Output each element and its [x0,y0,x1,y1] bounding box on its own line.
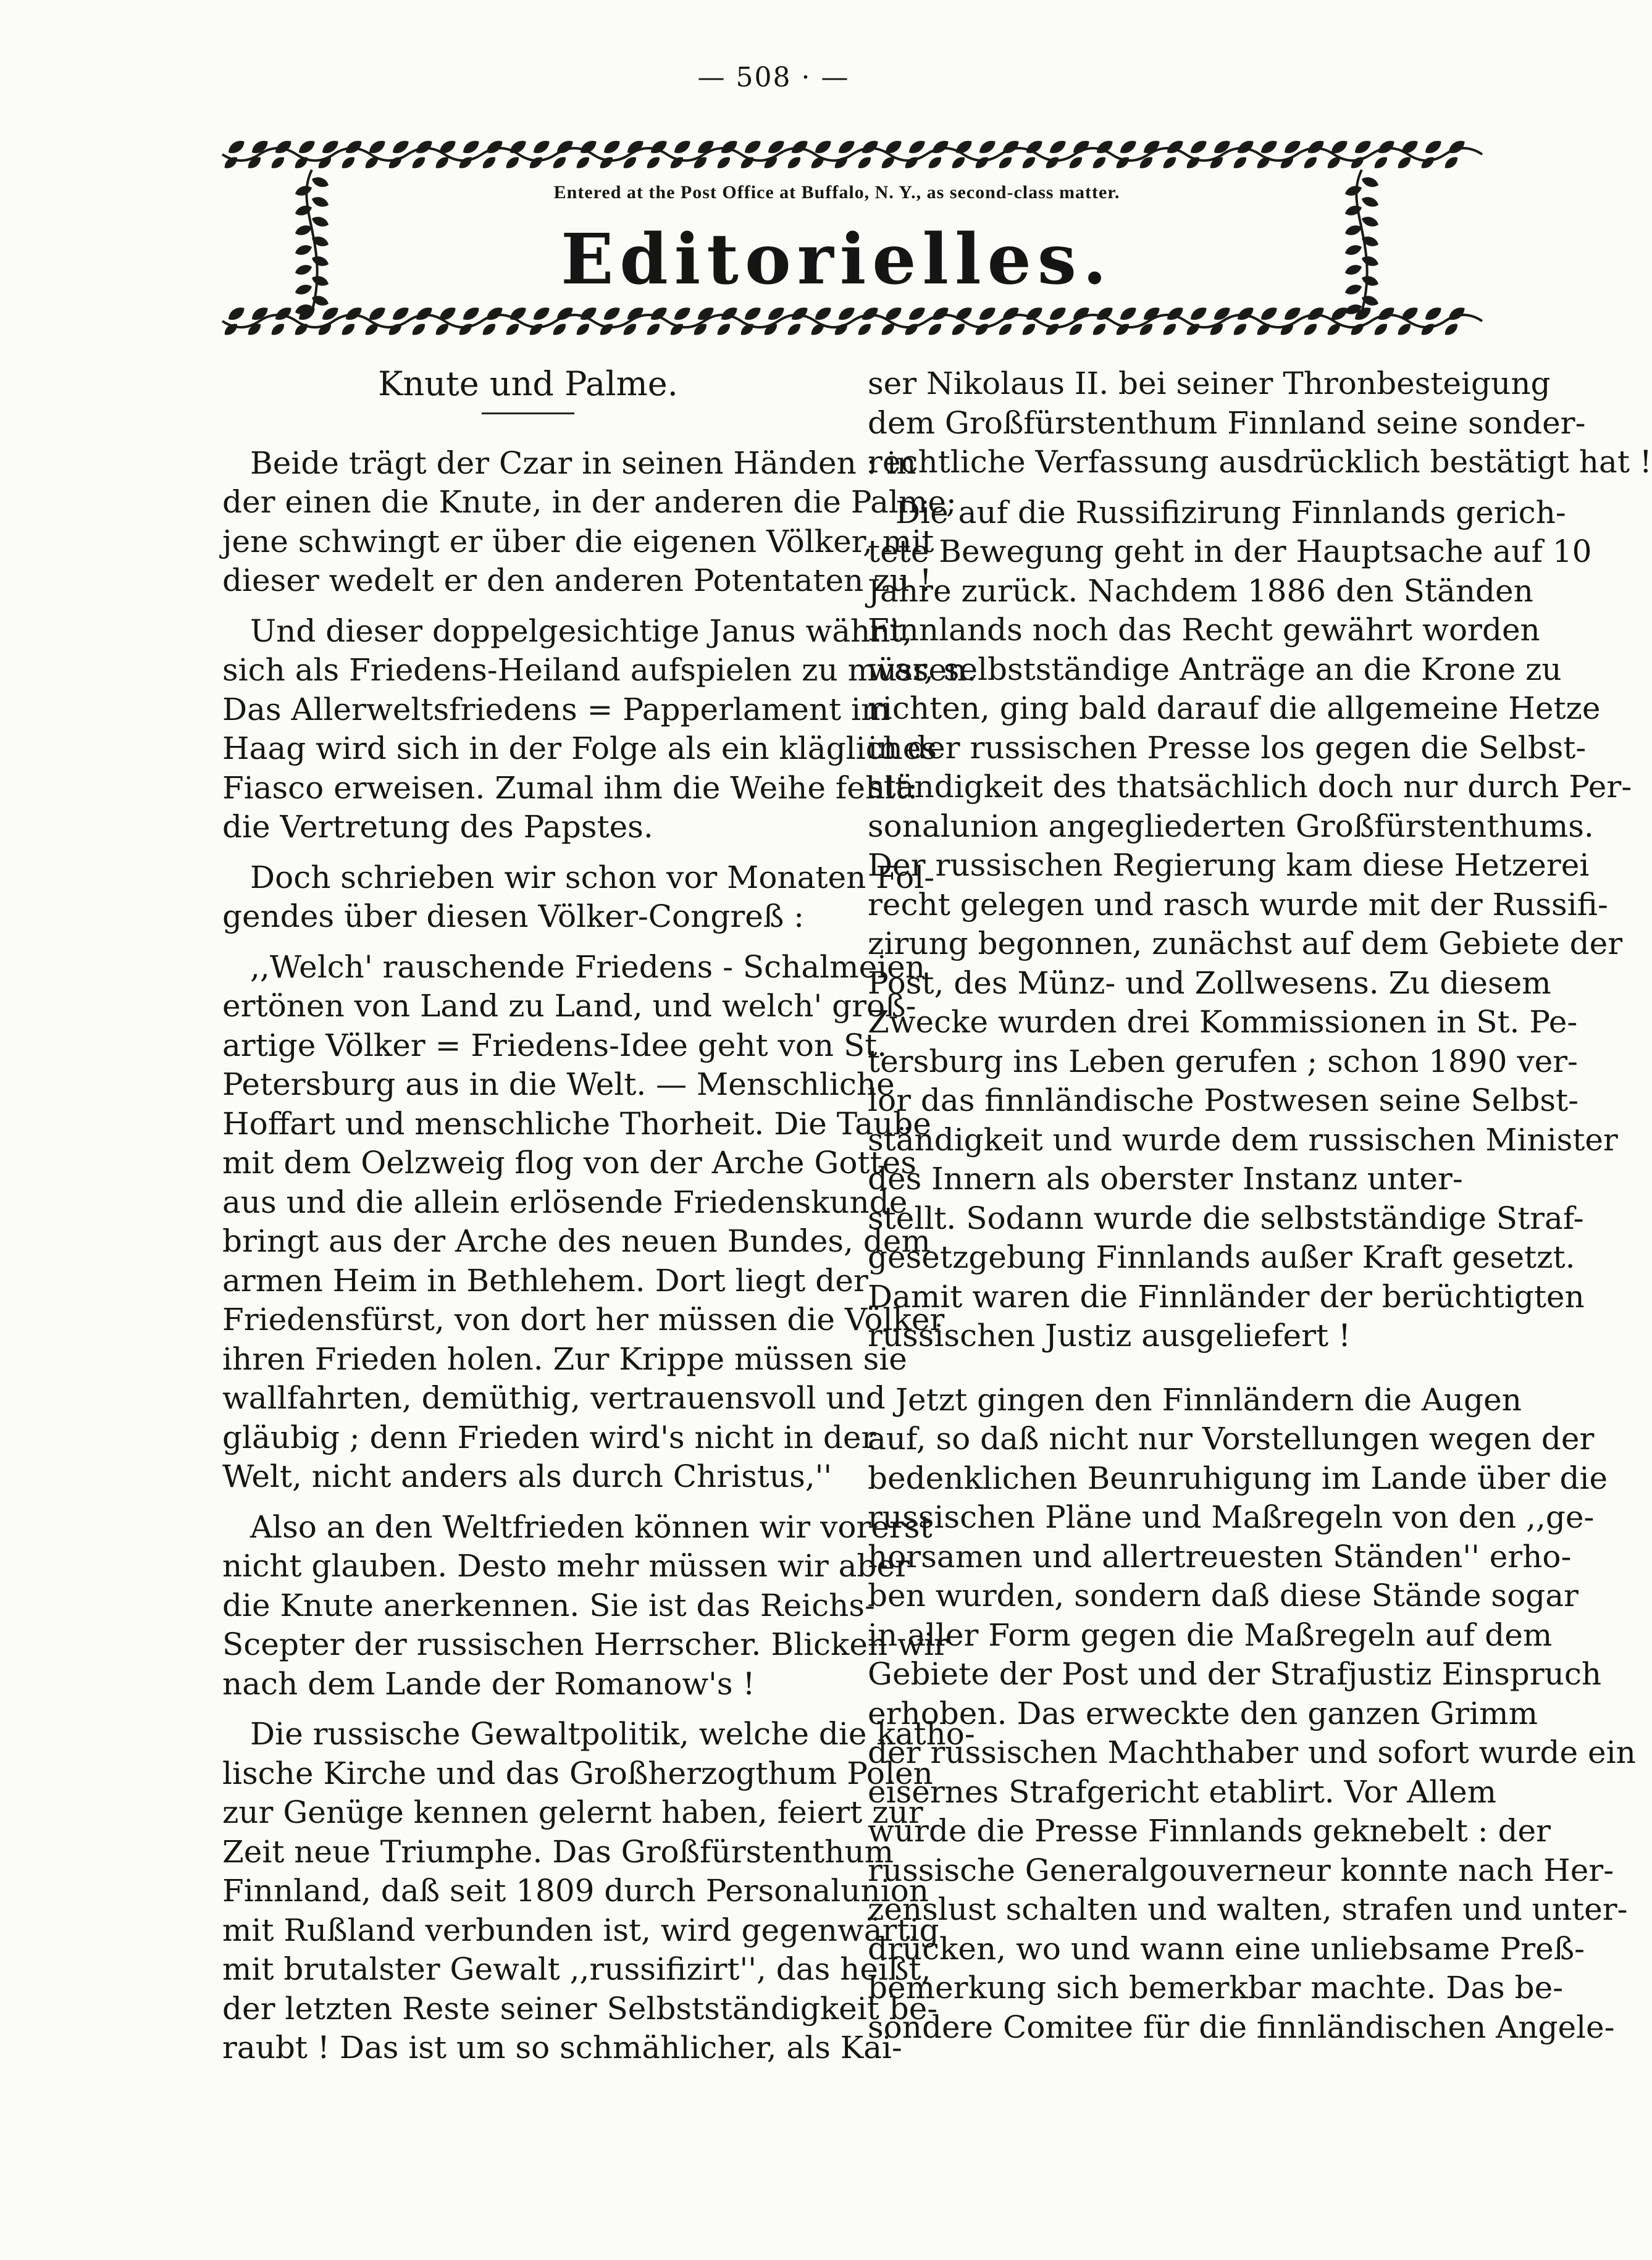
text-line: tersburg ins Leben gerufen ; schon 1890 ver- [868,1043,1578,1079]
text-line: des Innern als oberster Instanz unter- [868,1161,1463,1197]
text-line: gendes über diesen Völker-Congreß : [222,898,804,934]
text-line: tete Bewegung geht in der Hauptsache auf 10 [868,534,1592,569]
text-line: Scepter der russischen Herrscher. Blicken wir [222,1626,949,1662]
text-line: ser Nikolaus II. bei seiner Thronbesteigung [868,366,1551,401]
article-title: Knute und Palme. [378,364,678,403]
text-line: Die auf die Russifizirung Finnlands gerich- [895,494,1566,530]
header-ornament-frame [222,127,1451,355]
text-line: Also an den Weltfrieden können wir vorerst [250,1509,933,1545]
text-line: dem Großfürstenthum Finnland seine sonder- [868,404,1586,441]
text-line: Welt, nicht anders als durch Christus,'' [222,1459,832,1494]
text-line: Haag wird sich in der Folge als ein klägliches [222,730,937,766]
text-line: Hoffart und menschliche Thorheit. Die Taube [222,1105,931,1142]
text-line: gesetzgebung Finnlands außer Kraft gesetzt. [868,1239,1575,1275]
text-line: rechtliche Verfassung ausdrücklich bestätigt hat ! [868,444,1652,480]
text-line: Jetzt gingen den Finnländern die Augen [895,1381,1522,1418]
text-line: nach dem Lande der Romanow's ! [222,1665,755,1702]
text-line: wallfahrten, demüthig, vertrauensvoll und [222,1380,886,1416]
text-line: Beide trägt der Czar in seinen Händen : in [250,445,916,481]
text-line: Fiasco erweisen. Zumal ihm die Weihe fehlt: [222,769,918,806]
text-line: aus und die allein erlösende Friedenskunde [222,1184,908,1220]
paragraph-gap [222,1497,834,1508]
text-line: stellt. Sodann wurde die selbstständige Straf- [868,1200,1584,1236]
text-line: dieser wedelt er den anderen Potentaten zu ! [222,563,932,598]
text-line: der einen die Knute, in der anderen die Palme; [222,484,957,520]
text-line: Die russische Gewaltpolitik, welche die katho- [250,1716,975,1752]
paragraph-gap [868,482,1457,493]
text-line: Post, des Münz- und Zollwesens. Zu diesem [868,965,1551,1001]
section-title: Editorielles. [561,219,1113,300]
text-line: mit dem Oelzweig flog von der Arche Gottes [222,1145,916,1181]
text-line: russische Generalgouverneur konnte nach Her- [868,1852,1614,1888]
text-line: in aller Form gegen die Maßregeln auf dem [868,1617,1553,1653]
text-line: die Knute anerkennen. Sie ist das Reichs- [222,1587,875,1623]
text-line: Damit waren die Finnländer der berüchtigten [868,1278,1585,1315]
text-line: gläubig ; denn Frieden wird's nicht in der [222,1419,876,1455]
text-line: ständigkeit und wurde dem russischen Minister [868,1121,1618,1158]
text-line: erhoben. Das erweckte den ganzen Grimm [868,1695,1538,1731]
text-line: drücken, wo und wann eine unliebsame Preß- [868,1930,1585,1967]
text-line: Finnlands noch das Recht gewährt worden [868,612,1540,648]
top-garland-ornament [222,127,1451,182]
text-line: sich als Friedens-Heiland aufspielen zu müssen. [222,652,977,688]
text-line: artige Völker = Friedens-Idee geht von St. [222,1027,887,1063]
text-line: Zeit neue Triumphe. Das Großfürstenthum [222,1833,894,1870]
text-line: horsamen und allertreuesten Ständen'' erho- [868,1538,1572,1575]
right-column-body [868,364,1652,2047]
text-line: Zwecke wurden drei Kommissionen in St. Pe- [868,1004,1578,1040]
text-line: wurde die Presse Finnlands geknebelt : der [868,1813,1551,1849]
text-line: Petersburg aus in die Welt. — Menschliche [222,1066,895,1102]
text-line: zur Genüge kennen gelernt haben, feiert zur [222,1794,923,1830]
text-line: zenslust schalten und walten, strafen und unter- [868,1891,1628,1927]
text-line: ertönen von Land zu Land, und welch' groß- [222,988,916,1024]
text-line: bringt aus der Arche des neuen Bundes, dem [222,1223,931,1259]
text-line: lische Kirche und das Großherzogthum Polen [222,1755,933,1791]
text-line: ständigkeit des thatsächlich doch nur durch Per- [868,769,1632,805]
page-number: — 508 · — [697,62,850,93]
text-line: Und dieser doppelgesichtige Janus wähnt, [250,613,913,649]
text-line: armen Heim in Bethlehem. Dort liegt der [222,1262,868,1299]
text-line: bemerkung sich bemerkbar machte. Das be- [868,1970,1564,2006]
title-divider [482,412,574,414]
paragraph-gap [222,601,834,612]
text-line: eisernes Strafgericht etablirt. Vor Allem [868,1773,1497,1810]
text-line: lor das finnländische Postwesen seine Selbst- [868,1082,1579,1118]
text-line: sonalunion angegliederten Großfürstenthums. [868,808,1594,844]
text-line: ,,Welch' rauschende Friedens - Schalmeien [250,948,925,985]
paragraph-gap [222,847,834,858]
text-line: raubt ! Das ist um so schmählicher, als Kai- [222,2030,902,2065]
text-line: richten, ging bald darauf die allgemeine Hetze [868,690,1601,726]
text-line: Der russischen Regierung kam diese Hetzerei [868,847,1590,883]
text-line: russischen Pläne und Maßregeln von den ,,ge- [868,1499,1595,1535]
bottom-garland-ornament [222,293,1451,349]
text-line: ihren Frieden holen. Zur Krippe müssen sie [222,1341,907,1377]
text-line: nicht glauben. Desto mehr müssen wir aber [222,1548,910,1584]
left-column-body [222,444,977,2068]
text-line: war, selbstständige Anträge an die Krone zu [868,651,1562,687]
text-line: sondere Comitee für die finnländischen Angele- [868,2009,1615,2045]
text-line: ben wurden, sondern daß diese Stände sogar [868,1578,1579,1613]
text-line: Doch schrieben wir schon vor Monaten Fol- [250,859,935,895]
text-line: jene schwingt er über die eigenen Völker, mit [222,523,934,559]
text-line: russischen Justiz ausgeliefert ! [868,1318,1351,1354]
text-line: Finnland, daß seit 1809 durch Personalunion [222,1873,929,1909]
text-line: die Vertretung des Papstes. [222,809,653,845]
text-line: auf, so daß nicht nur Vorstellungen wegen der [868,1421,1595,1457]
text-line: der letzten Reste seiner Selbstständigkeit be- [222,1990,938,2027]
left-column [222,364,977,2068]
text-line: mit brutalster Gewalt ,,russifizirt'', das heißt, [222,1951,931,1987]
text-line: recht gelegen und rasch wurde mit der Russifi- [868,886,1608,923]
right-column [868,364,1652,2047]
text-line: der russischen Machthaber und sofort wurde ein [868,1735,1636,1770]
text-line: Jahre zurück. Nachdem 1886 den Ständen [868,572,1533,609]
paragraph-gap [868,1356,1457,1381]
text-line: Gebiete der Post und der Strafjustiz Einspruch [868,1656,1602,1692]
text-line: zirung begonnen, zunächst auf dem Gebiete der [868,926,1623,961]
text-line: bedenklichen Beunruhigung im Lande über die [868,1460,1608,1496]
text-line: Friedensfürst, von dort her müssen die Völker [222,1302,945,1337]
text-line: mit Rußland verbunden ist, wird gegenwärtig [222,1912,939,1948]
text-line: in der russischen Presse los gegen die Selbst- [868,729,1587,766]
paragraph-gap [222,937,834,948]
paragraph-gap [222,1704,834,1715]
post-office-notice: Entered at the Post Office at Buffalo, N. Y., as second-class matter. [553,182,1120,203]
text-line: Das Allerweltsfriedens = Papperlament im [222,691,891,727]
